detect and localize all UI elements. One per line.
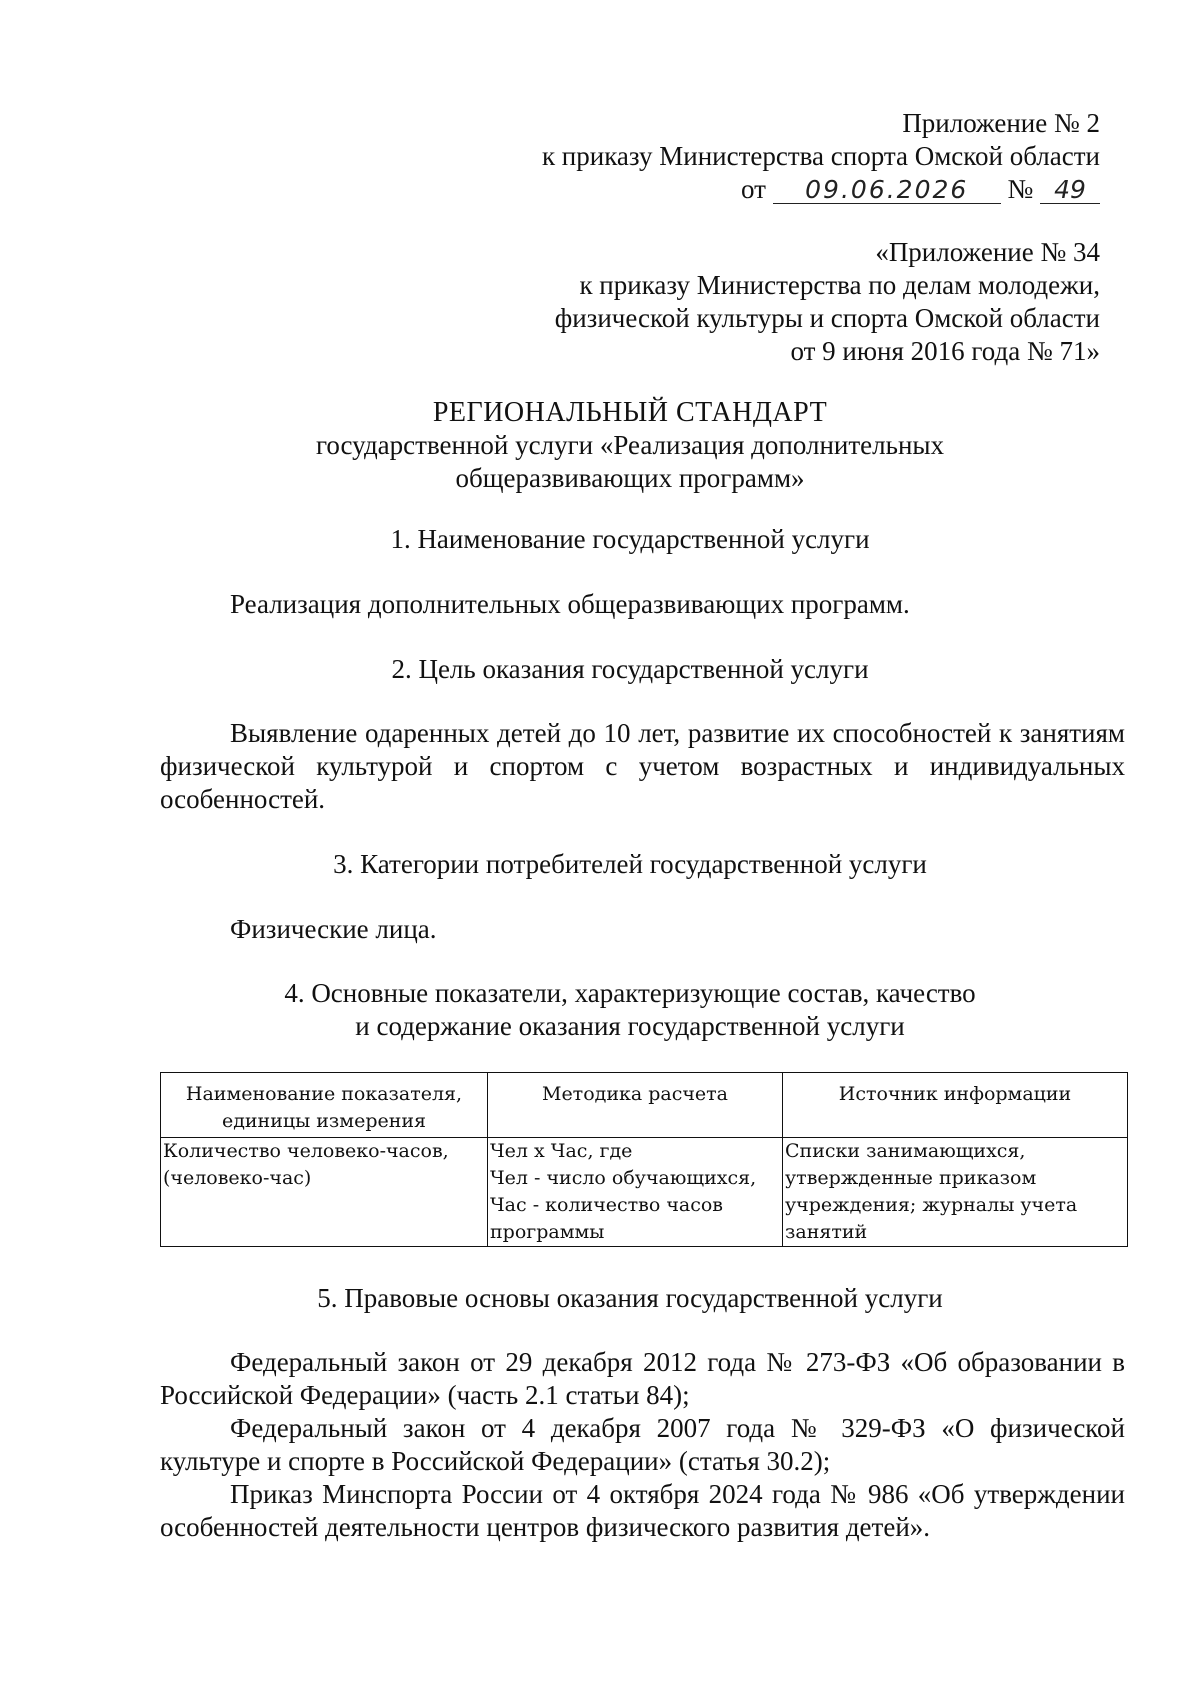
quoted-line-4: от 9 июня 2016 года № 71» — [790, 336, 1100, 366]
handwritten-number: 49 — [1040, 177, 1100, 204]
cell-indicator — [161, 1138, 488, 1247]
document-title — [120, 396, 1140, 495]
number-label: № — [1007, 174, 1034, 204]
section-4-heading — [120, 977, 1140, 1043]
legal-basis-3: Приказ Минспорта России от 4 октября 2024 года № 986 «Об утверждении особенностей деятельности центров физического развития детей». — [160, 1479, 1125, 1542]
title-sub-2: общеразвивающих программ» — [455, 463, 805, 493]
cell-text: Списки занимающихся, — [785, 1140, 1026, 1162]
indicators-table — [160, 1072, 1128, 1247]
title-sub-1: государственной услуги «Реализация дополнительных — [315, 430, 945, 460]
cell-source — [783, 1138, 1128, 1247]
section-2-text: Выявление одаренных детей до 10 лет, развитие их способностей к занятиям физической культурой и спортом с учетом возрастных и индивидуальных особенностей. — [160, 718, 1125, 814]
cell-text: утвержденные приказом — [785, 1167, 1037, 1189]
table-header-row — [161, 1073, 1128, 1138]
legal-basis-2: Федеральный закон от 4 декабря 2007 года № 329-ФЗ «О физической культуре и спорте в Российской Федерации» (статья 30.2); — [160, 1413, 1125, 1476]
header-text: Наименование показателя, — [185, 1083, 463, 1105]
section-2-heading: 2. Цель оказания государственной услуги — [391, 654, 869, 684]
section-4-heading-line-1: 4. Основные показатели, характеризующие состав, качество — [284, 978, 976, 1008]
cell-text: занятий — [785, 1221, 868, 1243]
table-header-source: Источник информации — [783, 1073, 1128, 1138]
appendix-date-line — [542, 173, 1100, 206]
section-3-heading: 3. Категории потребителей государственной услуги — [333, 849, 927, 879]
section-5-heading: 5. Правовые основы оказания государственной услуги — [317, 1283, 943, 1313]
cell-text: программы — [490, 1221, 605, 1243]
quoted-appendix — [555, 236, 1100, 368]
cell-text: Чел - число обучающихся, — [490, 1167, 757, 1189]
appendix-header — [542, 107, 1100, 206]
from-label: от — [741, 174, 766, 204]
cell-text: Количество человеко-часов, — [163, 1140, 449, 1162]
table-row — [161, 1138, 1128, 1247]
section-5-body — [160, 1346, 1125, 1544]
quoted-line-1: «Приложение № 34 — [875, 237, 1100, 267]
table-header-method: Методика расчета — [488, 1073, 783, 1138]
appendix-number: Приложение № 2 — [902, 108, 1100, 138]
quoted-line-3: физической культуры и спорта Омской области — [554, 303, 1100, 333]
header-text: единицы измерения — [221, 1110, 427, 1132]
cell-text: учреждения; журналы учета — [785, 1194, 1078, 1216]
section-4-heading-line-2: и содержание оказания государственной услуги — [355, 1011, 905, 1041]
handwritten-date: 09.06.2026 — [773, 177, 1001, 204]
cell-text: Час - количество часов — [490, 1194, 724, 1216]
quoted-line-2: к приказу Министерства по делам молодежи, — [579, 270, 1100, 300]
cell-text: Чел х Час, где — [490, 1140, 633, 1162]
cell-text: (человеко-час) — [163, 1167, 312, 1189]
cell-method — [488, 1138, 783, 1247]
appendix-order-ref: к приказу Министерства спорта Омской области — [541, 141, 1100, 171]
title-main: РЕГИОНАЛЬНЫЙ СТАНДАРТ — [432, 397, 828, 428]
section-1-text: Реализация дополнительных общеразвивающих программ. — [230, 589, 910, 619]
legal-basis-1: Федеральный закон от 29 декабря 2012 года № 273-ФЗ «Об образовании в Российской Федерации» (часть 2.1 статьи 84); — [160, 1347, 1125, 1410]
section-3-text: Физические лица. — [230, 914, 437, 944]
table-header-indicator — [161, 1073, 488, 1138]
section-1-heading: 1. Наименование государственной услуги — [390, 524, 870, 554]
